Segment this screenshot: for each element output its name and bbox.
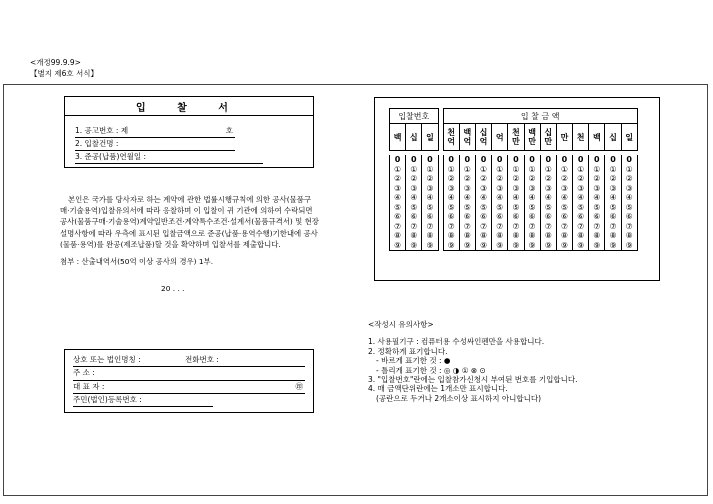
omr-bubble[interactable]: ④ xyxy=(556,193,572,203)
omr-bubble[interactable]: ⑥ xyxy=(589,212,605,222)
omr-bubble[interactable]: ① xyxy=(508,165,524,175)
note-line: - 바르게 표기한 것 : ● xyxy=(376,356,451,366)
omr-bubble[interactable]: ⑥ xyxy=(573,212,589,222)
omr-bubble[interactable]: ① xyxy=(475,165,491,175)
omr-bubble[interactable]: ② xyxy=(390,174,406,184)
sig-representative[interactable] xyxy=(73,381,305,394)
omr-bubble[interactable]: ⑨ xyxy=(589,241,605,251)
notes-title: <작성시 유의사항> xyxy=(368,320,434,329)
omr-digit-row xyxy=(390,193,638,203)
omr-bubble[interactable]: ⑦ xyxy=(422,222,438,232)
omr-bubble[interactable]: ④ xyxy=(475,193,491,203)
omr-bubble[interactable]: ⑦ xyxy=(406,222,422,232)
omr-bubble[interactable]: ⑨ xyxy=(605,241,621,251)
omr-digit-row xyxy=(390,212,638,222)
field-completion-date-label: 3. 준공(납품)연월일 : xyxy=(75,152,147,161)
omr-bubble[interactable]: ① xyxy=(573,165,589,175)
omr-bubble[interactable]: ⑨ xyxy=(556,241,572,251)
omr-bubble[interactable]: ⑤ xyxy=(556,203,572,213)
omr-bubble[interactable]: ② xyxy=(492,174,508,184)
omr-bubble[interactable]: ⑧ xyxy=(390,231,406,241)
omr-column-header: 백 xyxy=(390,124,406,151)
omr-bubble[interactable]: ⑦ xyxy=(573,222,589,232)
omr-bubble[interactable]: ⑧ xyxy=(475,231,491,241)
omr-bubble[interactable]: ⑦ xyxy=(589,222,605,232)
omr-column-header: 백 xyxy=(589,124,605,151)
omr-bubble[interactable]: ⑧ xyxy=(406,231,422,241)
omr-bubble[interactable]: ① xyxy=(621,165,637,175)
omr-bubble[interactable]: 0 xyxy=(621,155,637,165)
omr-bubble[interactable]: ⑨ xyxy=(508,241,524,251)
omr-bubble[interactable]: ② xyxy=(443,174,459,184)
omr-bubble[interactable]: ⑥ xyxy=(443,212,459,222)
omr-bubble[interactable]: ⑨ xyxy=(524,241,540,251)
omr-bubble[interactable]: ⑧ xyxy=(524,231,540,241)
omr-bubble[interactable]: ① xyxy=(556,165,572,175)
omr-bubble[interactable]: ④ xyxy=(573,193,589,203)
seal-mark: ㊞ xyxy=(295,381,303,391)
note-line: (공란으로 두거나 2개소이상 표시하지 아니합니다) xyxy=(376,393,542,403)
omr-bubble[interactable]: ⑤ xyxy=(406,203,422,213)
omr-bubble[interactable]: ② xyxy=(459,174,475,184)
omr-bubble[interactable]: 0 xyxy=(573,155,589,165)
omr-bubble[interactable]: ③ xyxy=(443,184,459,194)
field-notice-number[interactable] xyxy=(75,125,235,138)
omr-bubble[interactable]: ④ xyxy=(589,193,605,203)
sig-registration-number[interactable] xyxy=(73,394,213,407)
omr-table xyxy=(389,108,638,251)
omr-bubble[interactable]: ③ xyxy=(556,184,572,194)
omr-column-header: 백만 xyxy=(524,124,540,151)
omr-bubble[interactable]: ⑥ xyxy=(556,212,572,222)
omr-bubble[interactable]: ③ xyxy=(475,184,491,194)
field-bid-title-label: 2. 입찰건명 : xyxy=(75,139,119,148)
date-line[interactable]: 20 . . . xyxy=(161,284,185,293)
omr-bubble[interactable]: ④ xyxy=(390,193,406,203)
omr-bubble[interactable]: ⑤ xyxy=(605,203,621,213)
omr-bubble[interactable]: ③ xyxy=(390,184,406,194)
omr-bubble[interactable]: ⑤ xyxy=(492,203,508,213)
omr-bubble[interactable]: ③ xyxy=(621,184,637,194)
field-notice-number-label: 1. 공고번호 : 제 xyxy=(75,126,129,135)
sig-company-name-label: 상호 또는 법인명칭 : xyxy=(73,355,141,364)
omr-digit-row xyxy=(390,231,638,241)
omr-bubble[interactable]: ③ xyxy=(605,184,621,194)
omr-bubble[interactable]: ③ xyxy=(508,184,524,194)
omr-bubble[interactable]: ⑥ xyxy=(475,212,491,222)
omr-bubble[interactable]: ⑥ xyxy=(422,212,438,222)
omr-bubble[interactable]: ⑤ xyxy=(508,203,524,213)
omr-bubble[interactable]: 0 xyxy=(475,155,491,165)
omr-bubble[interactable]: ⑦ xyxy=(443,222,459,232)
omr-column-header: 일 xyxy=(621,124,637,151)
field-completion-date[interactable] xyxy=(75,151,263,164)
omr-bubble[interactable]: ⑤ xyxy=(621,203,637,213)
omr-bubble[interactable]: ③ xyxy=(406,184,422,194)
revision-note: <개정99.9.9> xyxy=(30,58,81,67)
omr-bubble[interactable]: ③ xyxy=(589,184,605,194)
omr-bubble[interactable]: 0 xyxy=(492,155,508,165)
omr-bubble[interactable]: ⑨ xyxy=(492,241,508,251)
form-header xyxy=(30,57,98,79)
omr-bubble[interactable]: ② xyxy=(573,174,589,184)
omr-bubble[interactable]: ④ xyxy=(605,193,621,203)
omr-column-header: 백억 xyxy=(459,124,475,151)
omr-bubble[interactable]: ⑤ xyxy=(390,203,406,213)
omr-bubble[interactable]: ② xyxy=(406,174,422,184)
omr-bubble[interactable]: ⑧ xyxy=(573,231,589,241)
omr-bubble[interactable]: ⑥ xyxy=(390,212,406,222)
omr-column-header: 천만 xyxy=(508,124,524,151)
omr-bubble[interactable]: ④ xyxy=(459,193,475,203)
omr-bubble[interactable]: ② xyxy=(422,174,438,184)
sig-company-name[interactable] xyxy=(73,354,305,367)
omr-bubble[interactable]: ④ xyxy=(422,193,438,203)
omr-bubble[interactable]: ⑨ xyxy=(621,241,637,251)
bid-form-title: 입 찰 서 xyxy=(65,97,313,116)
omr-bubble[interactable]: ⑤ xyxy=(443,203,459,213)
omr-bubble[interactable]: ② xyxy=(524,174,540,184)
omr-bubble[interactable]: ② xyxy=(589,174,605,184)
omr-column-header: 십 xyxy=(406,124,422,151)
omr-bubble[interactable]: ⑦ xyxy=(556,222,572,232)
omr-bubble[interactable]: ⑥ xyxy=(508,212,524,222)
sig-address-label: 주 소 : xyxy=(73,368,95,378)
omr-bubble[interactable]: ⑤ xyxy=(422,203,438,213)
omr-bubble[interactable]: 0 xyxy=(524,155,540,165)
omr-column-header: 천억 xyxy=(443,124,459,151)
notes-section xyxy=(368,320,688,403)
omr-digit-row xyxy=(390,184,638,194)
omr-bubble[interactable]: ⑤ xyxy=(540,203,556,213)
omr-bubble[interactable]: 0 xyxy=(422,155,438,165)
omr-bubble[interactable]: ⑦ xyxy=(524,222,540,232)
note-line: 3. "입찰번호"란에는 입찰참가신청시 부여된 번호를 기입합니다. xyxy=(368,374,578,384)
note-line: - 틀리게 표기한 것 : ◎ ◑ ① ⊗ ⊙ xyxy=(376,365,486,375)
omr-digit-row xyxy=(390,165,638,175)
omr-bubble[interactable]: ⑧ xyxy=(556,231,572,241)
omr-bubble[interactable]: 0 xyxy=(443,155,459,165)
omr-bubble[interactable]: ⑥ xyxy=(621,212,637,222)
statement-line: 설명사항에 따라 우측에 표시된 입찰금액으로 준공(납품·용역수행)기한내에 공사 xyxy=(60,228,318,238)
omr-bubble[interactable]: 0 xyxy=(459,155,475,165)
omr-bubble[interactable]: ⑨ xyxy=(406,241,422,251)
omr-bubble[interactable]: ⑤ xyxy=(459,203,475,213)
omr-bubble[interactable]: ⑥ xyxy=(524,212,540,222)
omr-bubble[interactable]: 0 xyxy=(406,155,422,165)
omr-bubble[interactable]: ① xyxy=(605,165,621,175)
omr-bubble[interactable]: ① xyxy=(492,165,508,175)
omr-bubble[interactable]: ⑧ xyxy=(459,231,475,241)
omr-digit-row xyxy=(390,155,638,165)
omr-bubble[interactable]: ③ xyxy=(422,184,438,194)
omr-bubble[interactable]: ⑧ xyxy=(589,231,605,241)
omr-bubble[interactable]: ② xyxy=(621,174,637,184)
omr-bubble[interactable]: ⑥ xyxy=(492,212,508,222)
omr-bubble[interactable]: ① xyxy=(390,165,406,175)
omr-bubble[interactable]: ① xyxy=(589,165,605,175)
omr-bubble[interactable]: ③ xyxy=(524,184,540,194)
omr-bubble[interactable]: ⑧ xyxy=(621,231,637,241)
omr-bubble[interactable]: ⑥ xyxy=(605,212,621,222)
omr-bubble[interactable]: ⑥ xyxy=(540,212,556,222)
omr-bubble[interactable]: ③ xyxy=(459,184,475,194)
statement-line: (물품·용역)를 완공(제조납품)할 것을 확약하며 입찰서를 제출합니다. xyxy=(60,239,281,249)
omr-column-header: 십만 xyxy=(540,124,556,151)
omr-bubble[interactable]: ⑦ xyxy=(492,222,508,232)
statement-line: 공사(물품구매·기술용역)계약일반조건·계약특수조건·설계서(물품규격서) 및 현장 xyxy=(60,217,319,227)
attachment-note: 첨부 : 산출내역서(50억 이상 공사의 경우) 1부. xyxy=(60,257,214,267)
omr-bubble[interactable]: ② xyxy=(605,174,621,184)
bid-form-card xyxy=(64,96,314,168)
omr-bubble[interactable]: ③ xyxy=(540,184,556,194)
omr-bubble[interactable]: ⑦ xyxy=(621,222,637,232)
sig-phone-label: 전화번호 : xyxy=(185,355,219,364)
omr-bubble[interactable]: ② xyxy=(556,174,572,184)
omr-bubble[interactable]: ⑧ xyxy=(540,231,556,241)
omr-bubble[interactable]: ⑨ xyxy=(390,241,406,251)
omr-bubble[interactable]: ⑥ xyxy=(406,212,422,222)
note-line: 1. 사용필기구 : 컴퓨터용 수성싸인펜만을 사용합니다. xyxy=(368,337,545,347)
omr-bubble[interactable]: ⑧ xyxy=(605,231,621,241)
omr-bubble[interactable]: ⑧ xyxy=(492,231,508,241)
omr-bubble[interactable]: ① xyxy=(524,165,540,175)
omr-bubble[interactable]: ④ xyxy=(443,193,459,203)
note-line: 2. 정확하게 표기합니다. xyxy=(368,346,448,356)
sig-registration-label: 주민(법인)등록번호 : xyxy=(73,394,142,404)
omr-bubble[interactable]: ① xyxy=(443,165,459,175)
omr-bubble[interactable]: ⑦ xyxy=(390,222,406,232)
omr-column-header: 십억 xyxy=(475,124,491,151)
omr-column-header: 만 xyxy=(556,124,572,151)
omr-bubble[interactable]: ⑨ xyxy=(540,241,556,251)
omr-bubble[interactable]: ⑤ xyxy=(524,203,540,213)
omr-bubble[interactable]: ⑦ xyxy=(475,222,491,232)
omr-bubble[interactable]: ④ xyxy=(508,193,524,203)
omr-bubble[interactable]: ④ xyxy=(621,193,637,203)
bid-statement xyxy=(60,194,360,267)
signature-box xyxy=(64,349,314,413)
omr-bubble[interactable]: ① xyxy=(406,165,422,175)
omr-column-header: 일 xyxy=(422,124,438,151)
omr-bubble[interactable]: ⑨ xyxy=(475,241,491,251)
omr-bubble[interactable]: ④ xyxy=(492,193,508,203)
omr-column-header: 십 xyxy=(605,124,621,151)
omr-column-header: 억 xyxy=(492,124,508,151)
form-label: 【별지 제6호 서식】 xyxy=(30,69,99,78)
omr-bubble[interactable]: ⑤ xyxy=(475,203,491,213)
omr-bubble[interactable]: ⑦ xyxy=(508,222,524,232)
sig-address[interactable] xyxy=(73,367,305,380)
omr-digit-row xyxy=(390,222,638,232)
omr-bubble[interactable]: ⑦ xyxy=(540,222,556,232)
omr-bubble[interactable]: ⑤ xyxy=(589,203,605,213)
omr-digit-row xyxy=(390,174,638,184)
omr-bubble[interactable]: 0 xyxy=(508,155,524,165)
omr-bubble[interactable]: ⑦ xyxy=(459,222,475,232)
omr-bubble[interactable]: ⑧ xyxy=(422,231,438,241)
omr-bubble[interactable]: ② xyxy=(540,174,556,184)
omr-bubble[interactable]: ⑨ xyxy=(459,241,475,251)
field-bid-title[interactable] xyxy=(75,138,235,151)
omr-bubble[interactable]: ② xyxy=(475,174,491,184)
omr-number-group-label: 입찰번호 xyxy=(390,109,439,124)
field-notice-number-suffix: 호 xyxy=(225,126,233,135)
note-line: 4. 매 금액단위란에는 1개소만 표시합니다. xyxy=(368,384,508,394)
omr-bubble[interactable]: ① xyxy=(422,165,438,175)
omr-column-header: 천 xyxy=(573,124,589,151)
omr-bubble[interactable]: ④ xyxy=(540,193,556,203)
omr-bubble[interactable]: ⑧ xyxy=(508,231,524,241)
sig-representative-label: 대 표 자 : xyxy=(73,381,105,391)
omr-bubble[interactable]: 0 xyxy=(540,155,556,165)
omr-bubble[interactable]: ⑥ xyxy=(459,212,475,222)
omr-amount-group-label: 입 찰 금 액 xyxy=(443,109,637,124)
omr-bubble[interactable]: ② xyxy=(508,174,524,184)
omr-bubble[interactable]: ⑧ xyxy=(443,231,459,241)
omr-bubble[interactable]: ⑨ xyxy=(443,241,459,251)
statement-line: 매·기술용역)입찰유의서에 따라 응찰하며 이 입찰이 귀 기관에 의하여 수락되면 xyxy=(60,206,313,216)
omr-bubble[interactable]: ① xyxy=(459,165,475,175)
omr-bubble[interactable]: 0 xyxy=(556,155,572,165)
omr-bubble[interactable]: ④ xyxy=(406,193,422,203)
omr-bubble[interactable]: ③ xyxy=(573,184,589,194)
omr-bubble[interactable]: ① xyxy=(540,165,556,175)
omr-bubble[interactable]: ⑨ xyxy=(573,241,589,251)
omr-bubble[interactable]: 0 xyxy=(605,155,621,165)
omr-bubble[interactable]: 0 xyxy=(390,155,406,165)
omr-bubble[interactable]: ④ xyxy=(524,193,540,203)
omr-digit-row xyxy=(390,203,638,213)
omr-grid xyxy=(374,97,660,281)
omr-bubble[interactable]: ⑨ xyxy=(422,241,438,251)
omr-digit-row xyxy=(390,241,638,251)
omr-bubble[interactable]: ⑤ xyxy=(573,203,589,213)
omr-bubble[interactable]: ③ xyxy=(492,184,508,194)
omr-bubble[interactable]: ⑦ xyxy=(605,222,621,232)
statement-line: 본인은 국가를 당사자로 하는 계약에 관한 법률시행규칙에 의한 공사(물품구 xyxy=(68,195,312,204)
omr-bubble[interactable]: 0 xyxy=(589,155,605,165)
